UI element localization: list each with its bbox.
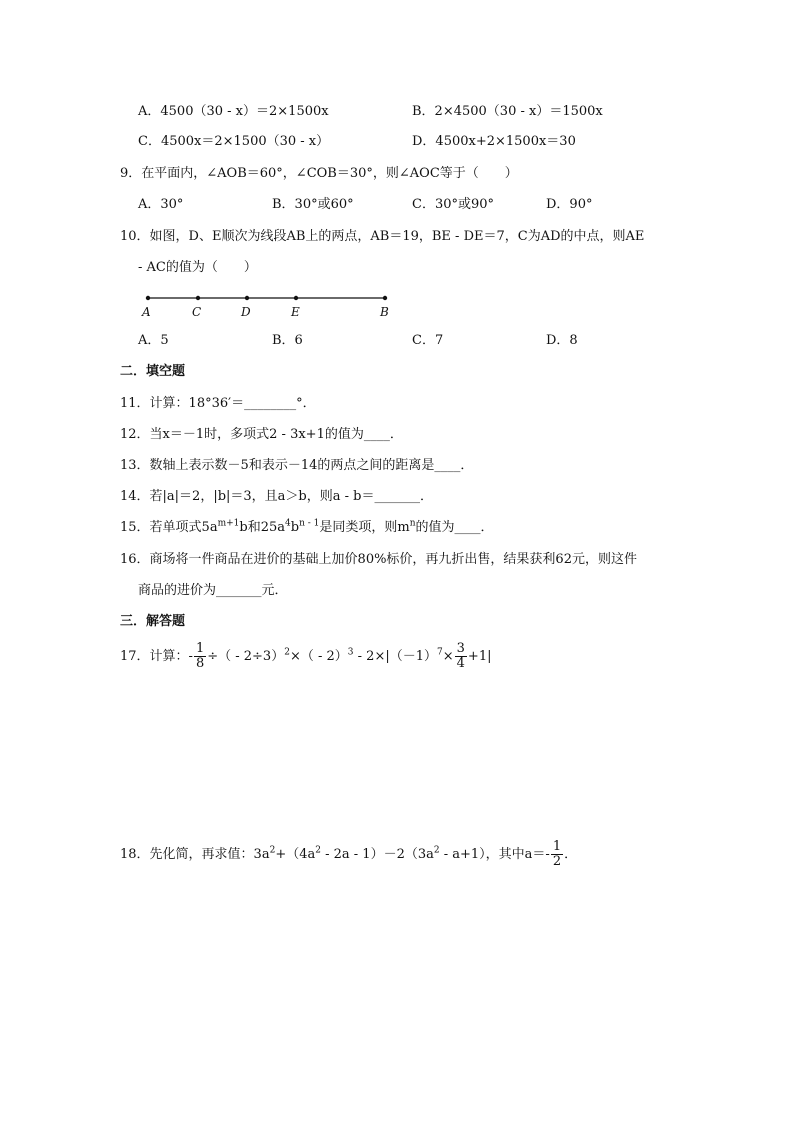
- point-e: [294, 296, 298, 300]
- q17-mid1: ÷（ - 2÷3）: [207, 649, 285, 664]
- q18-part4: - a+1），其中a＝-: [439, 847, 550, 862]
- q9-option-c: C．30°或90°: [412, 197, 495, 212]
- q17-fraction-2-denominator: 4: [456, 656, 465, 671]
- q17-fraction-1: [194, 642, 206, 671]
- q16-line1: 16．商场将一件商品在进价的基础上加价80%标价，再九折出售，结果获利62元，则这件: [120, 552, 637, 567]
- q15-part3: b: [290, 520, 300, 535]
- point-c: [196, 296, 200, 300]
- q16-line2: 商品的进价为_______元．: [138, 583, 288, 598]
- q15-part5: 的值为____．: [415, 520, 494, 535]
- q18-sup1: 2: [269, 845, 276, 856]
- q17-fraction-1-numerator: 1: [195, 641, 205, 656]
- q10-option-b: B．6: [272, 333, 303, 348]
- q9-option-b: B．30°或60°: [272, 197, 354, 212]
- q18-fraction: [551, 840, 563, 869]
- point-d: [245, 296, 249, 300]
- q8-option-a: A．4500（30 - x）＝2×1500x: [138, 104, 329, 119]
- q8-option-b: B．2×4500（30 - x）＝1500x: [412, 104, 603, 119]
- q17-fraction-2-numerator: 3: [456, 641, 465, 656]
- q10-stem-line1: 10．如图，D、E顺次为线段AB上的两点，AB＝19，BE - DE＝7，C为AD的中点，则AE: [120, 229, 645, 244]
- q8-option-c: C．4500x＝2×1500（30 - x）: [138, 134, 330, 149]
- q15: [120, 520, 494, 536]
- q15-sup3: n - 1: [299, 518, 320, 529]
- q18-fraction-denominator: 2: [552, 854, 562, 869]
- q17-mid2: ×（ - 2）: [289, 649, 348, 664]
- q17-prefix: 17．计算：-: [120, 649, 193, 664]
- q14: 14．若|a|＝2，|b|＝3，且a＞b，则a - b＝_______．: [120, 489, 433, 504]
- q15-part2: b和25a: [239, 520, 286, 535]
- label-e: E: [291, 305, 300, 319]
- q10-segment-figure: [140, 290, 400, 322]
- q18-part2: +（4a: [275, 847, 316, 862]
- q10-option-c: C．7: [412, 333, 444, 348]
- label-a: A: [142, 305, 151, 319]
- q15-sup4: n: [409, 518, 416, 529]
- q15-sup1: m+1: [217, 518, 240, 529]
- q9-stem: 9．在平面内，∠AOB＝60°，∠COB＝30°，则∠AOC等于（ ）: [120, 166, 518, 181]
- q17-fraction-1-denominator: 8: [195, 656, 205, 671]
- label-c: C: [192, 305, 202, 319]
- q13: 13．数轴上表示数－5和表示－14的两点之间的距离是____．: [120, 458, 474, 473]
- q18: [120, 840, 577, 869]
- q15-part1: 15．若单项式5a: [120, 520, 218, 535]
- section-solve-heading: 三．解答题: [120, 614, 186, 629]
- q15-sup2: 4: [285, 518, 291, 529]
- q17: [120, 642, 491, 671]
- q17-tail: +1|: [467, 649, 492, 664]
- q17-mid3: - 2×|（－1）: [353, 649, 437, 664]
- q10-option-a: A．5: [138, 333, 169, 348]
- label-d: D: [241, 305, 251, 319]
- q18-part1: 18．先化简，再求值：3a: [120, 847, 270, 862]
- point-b: [383, 296, 387, 300]
- q18-tail: ．: [564, 847, 578, 862]
- q10-option-d: D．8: [546, 333, 578, 348]
- q9-option-d: D．90°: [546, 197, 593, 212]
- q11: 11．计算：18°36′＝________°．: [120, 396, 316, 411]
- q18-sup2: 2: [315, 845, 321, 856]
- q10-stem-line2: - AC的值为（ ）: [138, 260, 257, 275]
- q17-sup3: 7: [437, 647, 443, 658]
- q18-sup3: 2: [433, 845, 440, 856]
- q18-fraction-numerator: 1: [552, 839, 562, 854]
- q17-mid4: ×: [442, 649, 454, 664]
- section-fill-in-heading: 二．填空题: [120, 364, 186, 379]
- q9-option-a: A．30°: [138, 197, 184, 212]
- q17-fraction-2: [455, 642, 467, 671]
- q17-sup2: 3: [347, 647, 354, 658]
- q8-option-d: D．4500x+2×1500x＝30: [412, 134, 576, 149]
- label-b: B: [380, 305, 389, 319]
- point-a: [146, 296, 150, 300]
- q12: 12．当x＝－1时，多项式2 - 3x+1的值为____．: [120, 427, 403, 442]
- q18-part3: - 2a - 1）－2（3a: [320, 847, 434, 862]
- q15-part4: 是同类项，则m: [319, 520, 410, 535]
- q17-sup1: 2: [284, 647, 290, 658]
